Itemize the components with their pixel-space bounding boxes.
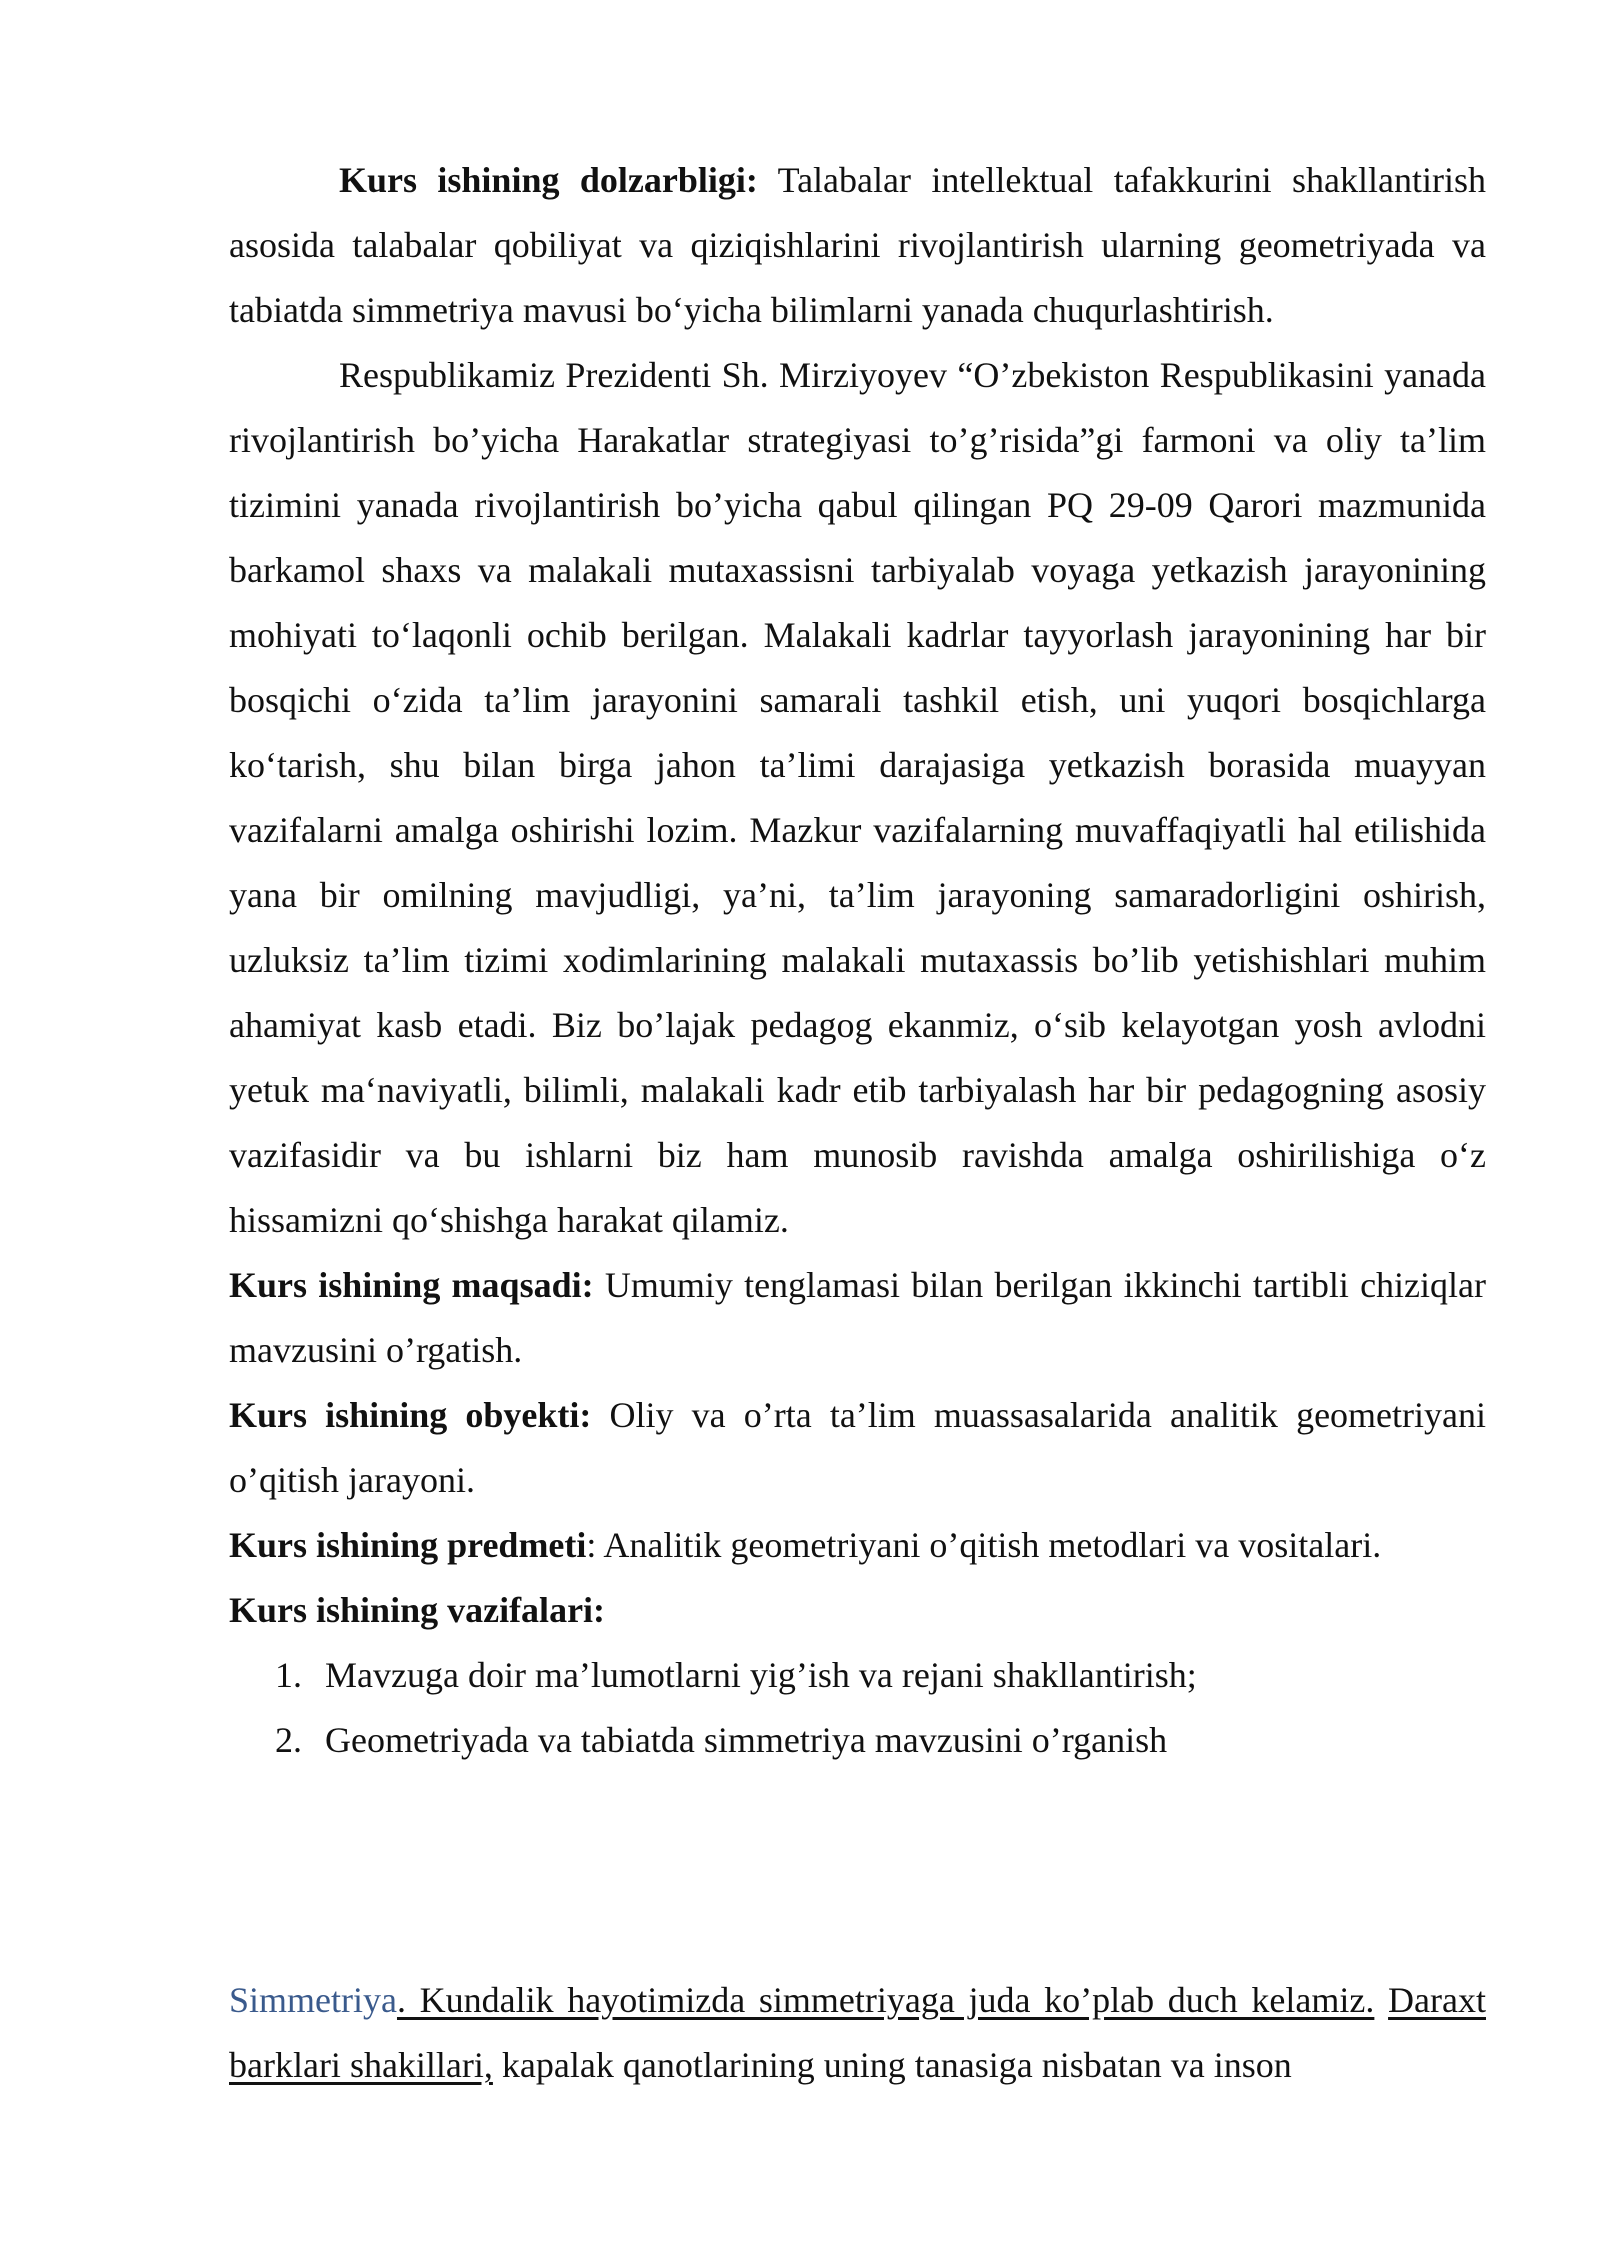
list-item [229,1708,1486,1773]
list-item-number: 1. [275,1655,302,1695]
symmetry-paragraph [229,1968,1486,2098]
goal-text: Umumiy tenglamasi bilan berilgan ikkinchi tartibli chiziqlar mavzusini o’rgatish. [229,1265,1487,1370]
body-paragraph: Respublikamiz Prezidenti Sh. Mirziyoyev “O’zbekiston Respublikasini yanada rivojlantirish bo’yicha Harakatlar strategiyasi to’g’risida”gi farmoni va oliy ta’lim tizimini yanada rivojlantirish bo’yicha qabul qilingan PQ 29-09 Qarori mazmunida barkamol shaxs va malakali mutaxassisni tarbiyalab voyaga yetkazish jarayonining mohiyati to‘laqonli ochib berilgan. Malakali kadrlar tayyorlash jarayonining har bir bosqichi o‘zida ta’lim jarayonini samarali tashkil etish, uni yuqori bosqichlarga ko‘tarish, shu bilan birga jahon ta’limi darajasiga yetkazish borasida muayyan vazifalarni amalga oshirishi lozim. Mazkur vazifalarning muvaffaqiyatli hal etilishida yana bir omilning mavjudligi, ya’ni, ta’lim jarayoning samaradorligini oshirish, uzluksiz ta’lim tizimi xodimlarining malakali mutaxassis bo’lib yetishishlari muhim ahamiyat kasb etadi. Biz bo’lajak pedagog ekanmiz, o‘sib kelayotgan yosh avlodni yetuk ma‘naviyatli, bilimli, malakali kadr etib tarbiyalash har bir pedagogning asosiy vazifasidir va bu ishlarni biz ham munosib ravishda amalga oshirilishiga o‘z hissamizni qo‘shishga harakat qilamiz. [229,355,1486,1240]
object-label: Kurs ishining obyekti: [229,1395,592,1435]
relevance-label: Kurs ishining dolzarbligi: [339,160,758,200]
subject-text: : Analitik geometriyani o’qitish metodlari va vositalari. [586,1525,1382,1565]
subject-label: Kurs ishining predmeti [229,1525,587,1565]
tasks-heading [229,1578,1486,1643]
tasks-label: Kurs ishining vazifalari: [229,1590,606,1630]
blank-space [229,1773,1486,1968]
symmetry-word: Simmetriya [229,1980,397,2020]
object-paragraph [229,1383,1486,1513]
subject-paragraph [229,1513,1486,1578]
list-item [229,1643,1486,1708]
tasks-list [229,1643,1486,1773]
goal-label: Kurs ishining maqsadi: [229,1265,594,1305]
symmetry-underlined-phrase: Daraxt barklari shakillari, [229,1980,1486,2085]
list-item-text: Mavzuga doir ma’lumotlarni yig’ish va rejani shakllantirish; [325,1655,1197,1695]
relevance-paragraph [229,148,1486,343]
list-item-number: 2. [275,1720,302,1760]
object-text: Oliy va o’rta ta’lim muassasalarida analitik geometriyani o’qitish jarayoni. [229,1395,1486,1500]
symmetry-rest: kapalak qanotlarining uning tanasiga nisbatan va inson [492,2045,1292,2085]
symmetry-sentence: . Kundalik hayotimizda simmetriyaga juda ko’plab duch kelamiz. [396,1980,1375,2020]
relevance-text: Talabalar intellektual tafakkurini shakllantirish asosida talabalar qobiliyat va qiziqishlarini rivojlantirish ularning geometriyada va tabiatda simmetriya mavusi bo‘yicha bilimlarni yanada chuqurlashtirish. [229,160,1486,330]
goal-paragraph [229,1253,1486,1383]
list-item-text: Geometriyada va tabiatda simmetriya mavzusini o’rganish [325,1720,1168,1760]
